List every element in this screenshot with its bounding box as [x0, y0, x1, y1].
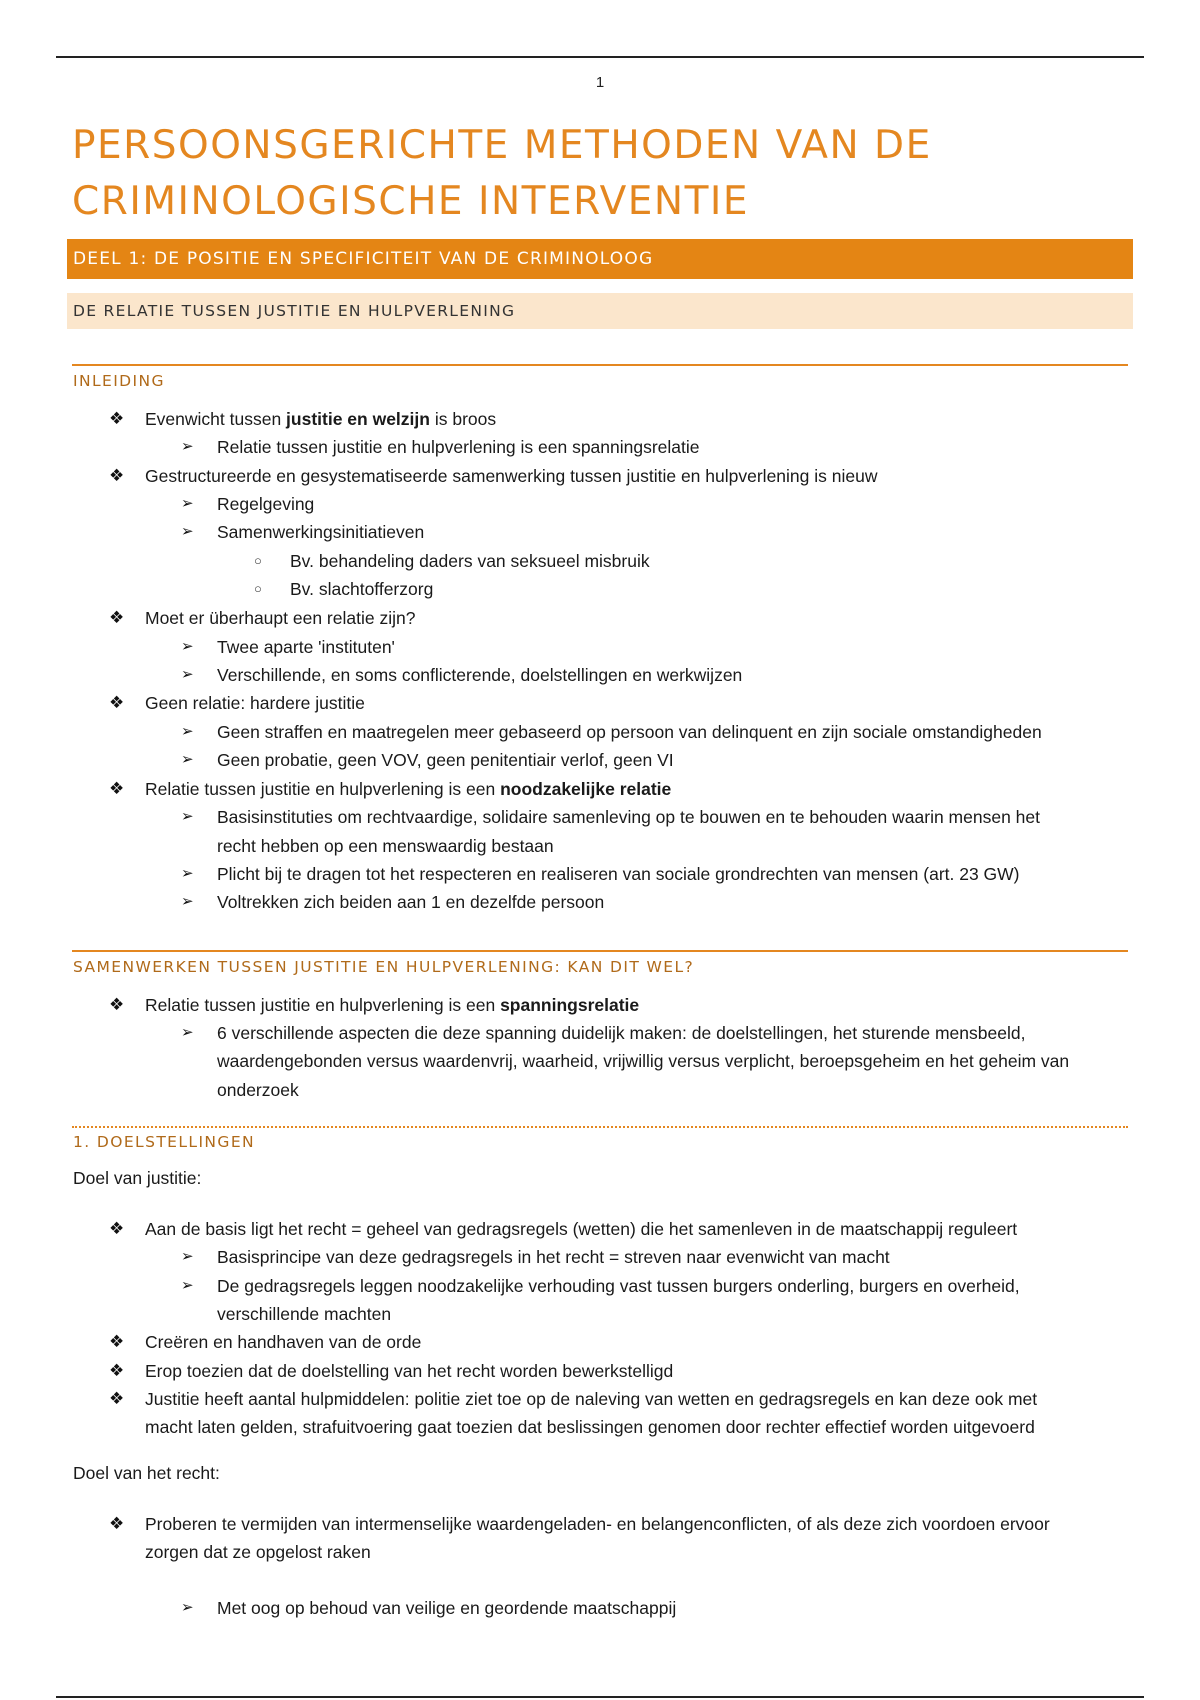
- footer-rule: [56, 1696, 1144, 1698]
- section-rule: [72, 364, 1128, 366]
- list-item-continued: recht hebben op een menswaardig bestaan: [217, 836, 554, 856]
- list-item: Relatie tussen justitie en hulpverlening is een spanningsrelatie: [145, 995, 640, 1015]
- list-item: Relatie tussen justitie en hulpverlening is een spanningsrelatie: [217, 437, 700, 457]
- bullet-marker: ○: [254, 581, 262, 596]
- bullet-marker: ➢: [181, 893, 194, 910]
- section-heading-doelstellingen: 1. DOELSTELLINGEN: [73, 1133, 256, 1151]
- document-title: [72, 118, 1132, 230]
- list-item: Geen probatie, geen VOV, geen penitentiair verlof, geen VI: [217, 750, 674, 770]
- bullet-marker: ❖: [109, 1361, 125, 1380]
- page-number: 1: [595, 74, 605, 91]
- list-item: Regelgeving: [217, 494, 315, 514]
- title-line-2: CRIMINOLOGISCHE INTERVENTIE: [72, 179, 750, 224]
- section-dotted-rule: [72, 1126, 1128, 1128]
- list-item: Proberen te vermijden van intermenselijke waardengeladen- en belangenconflicten, of als deze zich voordoen ervoor: [145, 1514, 1050, 1534]
- bullet-marker: ❖: [109, 779, 125, 798]
- list-item: Voltrekken zich beiden aan 1 en dezelfde persoon: [217, 892, 605, 912]
- list-item: Erop toezien dat de doelstelling van het recht worden bewerkstelligd: [145, 1361, 674, 1381]
- list-item: Gestructureerde en gesystematiseerde samenwerking tussen justitie en hulpverlening is nieuw: [145, 466, 878, 486]
- bullet-marker: ➢: [181, 638, 194, 655]
- list-item: De gedragsregels leggen noodzakelijke verhouding vast tussen burgers onderling, burgers en overheid,: [217, 1276, 1020, 1296]
- header-rule: [56, 56, 1144, 58]
- list-item: Relatie tussen justitie en hulpverlening is een noodzakelijke relatie: [145, 779, 672, 799]
- list-item: Bv. behandeling daders van seksueel misbruik: [290, 551, 650, 571]
- section-heading-samenwerken: SAMENWERKEN TUSSEN JUSTITIE EN HULPVERLENING: KAN DIT WEL?: [73, 958, 695, 976]
- bullet-marker: ➢: [181, 865, 194, 882]
- list-item: Basisprincipe van deze gedragsregels in het recht = streven naar evenwicht van macht: [217, 1247, 890, 1267]
- bullet-marker: ➢: [181, 808, 194, 825]
- bullet-marker: ❖: [109, 995, 125, 1014]
- list-item: Geen relatie: hardere justitie: [145, 693, 365, 713]
- list-item: Geen straffen en maatregelen meer gebaseerd op persoon van delinquent en zijn sociale omstandigheden: [217, 722, 1042, 742]
- list-item: Met oog op behoud van veilige en geordende maatschappij: [217, 1598, 677, 1618]
- list-item-continued: verschillende machten: [217, 1304, 392, 1324]
- list-item-continued: waardengebonden versus waardenvrij, waarheid, vrijwillig versus verplicht, beroepsgeheim en het geheim van: [217, 1051, 1070, 1071]
- bullet-marker: ➢: [181, 751, 194, 768]
- list-item: Basisinstituties om rechtvaardige, solidaire samenleving op te bouwen en te behouden waarin mensen het: [217, 807, 1040, 827]
- bullet-marker: ❖: [109, 1389, 125, 1408]
- chapter-heading: DE RELATIE TUSSEN JUSTITIE EN HULPVERLENING: [67, 293, 1133, 329]
- list-item-continued: zorgen dat ze opgelost raken: [145, 1542, 371, 1562]
- bullet-marker: ❖: [109, 693, 125, 712]
- list-item: Creëren en handhaven van de orde: [145, 1332, 422, 1352]
- title-line-1: PERSOONSGERICHTE METHODEN VAN DE: [72, 123, 932, 168]
- list-item: Twee aparte 'instituten': [217, 637, 395, 657]
- bullet-marker: ❖: [109, 1219, 125, 1238]
- bullet-marker: ○: [254, 553, 262, 568]
- bullet-marker: ➢: [181, 438, 194, 455]
- bullet-marker: ➢: [181, 495, 194, 512]
- list-item-continued: onderzoek: [217, 1080, 299, 1100]
- bullet-marker: ➢: [181, 1277, 194, 1294]
- list-item: Aan de basis ligt het recht = geheel van gedragsregels (wetten) die het samenleven in de maatschappij reguleert: [145, 1219, 1018, 1239]
- bullet-marker: ❖: [109, 1332, 125, 1351]
- paragraph-label: Doel van justitie:: [73, 1168, 202, 1188]
- list-item-continued: macht laten gelden, strafuitvoering gaat toezien dat beslissingen genomen door rechter effectief worden uitgevoerd: [145, 1417, 1035, 1437]
- section-heading-inleiding: INLEIDING: [73, 372, 165, 390]
- bullet-marker: ➢: [181, 666, 194, 683]
- list-item: Verschillende, en soms conflicterende, doelstellingen en werkwijzen: [217, 665, 743, 685]
- list-item: Justitie heeft aantal hulpmiddelen: politie ziet toe op de naleving van wetten en gedragsregels en kan deze ook met: [145, 1389, 1038, 1409]
- section-rule: [72, 950, 1128, 952]
- bullet-marker: ❖: [109, 608, 125, 627]
- list-item: Plicht bij te dragen tot het respecteren en realiseren van sociale grondrechten van mensen (art. 23 GW): [217, 864, 1020, 884]
- bullet-marker: ❖: [109, 1514, 125, 1533]
- paragraph-label: Doel van het recht:: [73, 1463, 220, 1483]
- bullet-marker: ➢: [181, 523, 194, 540]
- list-item: Bv. slachtofferzorg: [290, 579, 434, 599]
- bullet-marker: ❖: [109, 409, 125, 428]
- bullet-marker: ➢: [181, 723, 194, 740]
- part-heading: DEEL 1: DE POSITIE EN SPECIFICITEIT VAN DE CRIMINOLOOG: [67, 239, 1133, 279]
- list-item: Samenwerkingsinitiatieven: [217, 522, 425, 542]
- bullet-marker: ➢: [181, 1024, 194, 1041]
- list-item: 6 verschillende aspecten die deze spanning duidelijk maken: de doelstellingen, het sturende mensbeeld,: [217, 1023, 1026, 1043]
- bullet-marker: ❖: [109, 466, 125, 485]
- list-item: Moet er überhaupt een relatie zijn?: [145, 608, 416, 628]
- bullet-marker: ➢: [181, 1599, 194, 1616]
- list-item: Evenwicht tussen justitie en welzijn is broos: [145, 409, 497, 429]
- bullet-marker: ➢: [181, 1248, 194, 1265]
